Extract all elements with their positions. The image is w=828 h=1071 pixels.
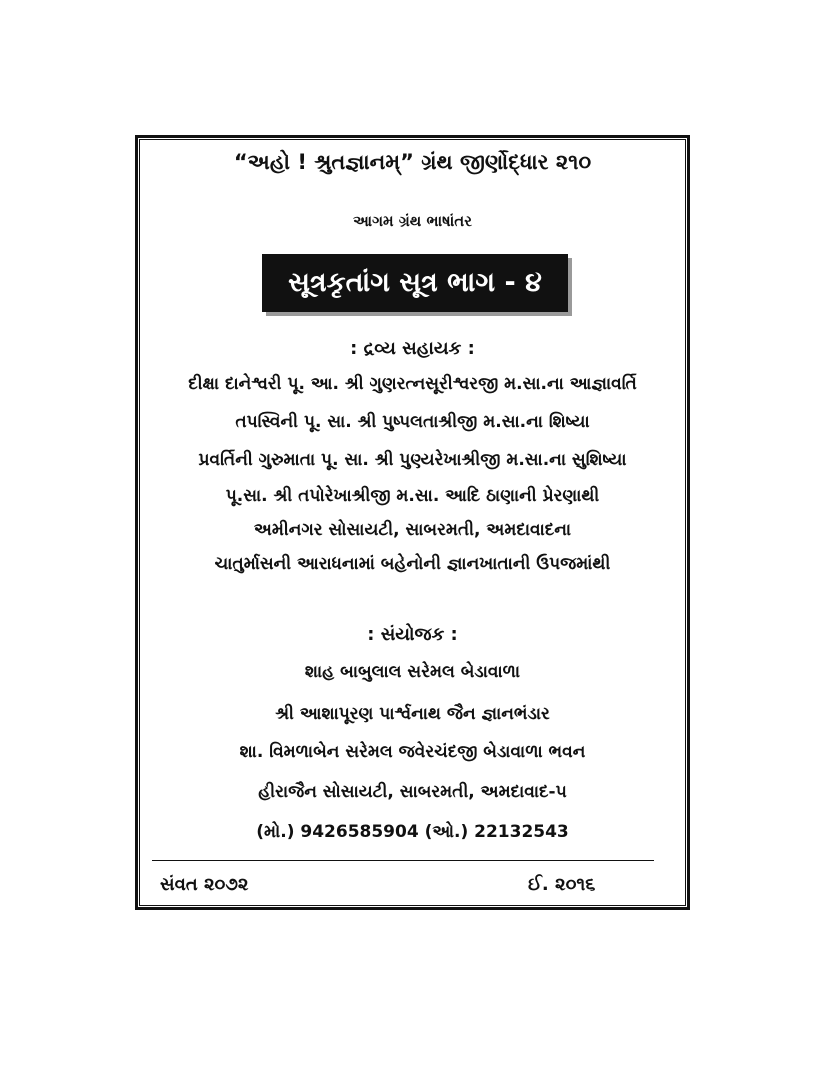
- subtitle: આગમ ગ્રંથ ભાષાંતર: [353, 212, 472, 230]
- organizer-line: શા. વિમળાબેન સરેમલ જવેરચંદજી બેડાવાળા ભવન: [239, 742, 586, 762]
- sponsor-heading: : દ્રવ્ય સહાયક :: [350, 338, 475, 359]
- organizer-line: શ્રી આશાપૂરણ પાર્શ્વનાથ જૈન જ્ઞાનભંડાર: [275, 704, 550, 724]
- sponsor-line: દીક્ષા દાનેશ્વરી પૂ. આ. શ્રી ગુણરત્નસૂરીશ્વરજી મ.સા.ના આજ્ઞાવર્તિ: [188, 374, 637, 394]
- gregorian-year: ઈ. ૨૦૧૬: [528, 874, 596, 895]
- organizer-heading: : સંયોજક :: [367, 624, 458, 645]
- series-line: “અહો ! શ્રુતજ્ઞાનમ્” ગ્રંથ જીર્ણોદ્ધાર ૨૧૦: [233, 150, 592, 174]
- footer-divider: [152, 860, 654, 861]
- organizer-line: હીરાજૈન સોસાયટી, સાબરમતી, અમદાવાદ-૫: [258, 782, 567, 802]
- title-banner: [262, 254, 568, 312]
- sponsor-line: અમીનગર સોસાયટી, સાબરમતી, અમદાવાદના: [253, 520, 572, 540]
- organizer-line: શાહ બાબુલાલ સરેમલ બેડાવાળા: [304, 662, 521, 682]
- sponsor-line: પ્રવર્તિની ગુરુમાતા પૂ. સા. શ્રી પુણ્યરેખાશ્રીજી મ.સા.ના સુશિષ્યા: [198, 450, 627, 470]
- samvat-year: સંવત ૨૦૭૨: [160, 874, 249, 895]
- sponsor-line: ચાતુર્માસની આરાધનામાં બહેનોની જ્ઞાનખાતાની ઉપજમાંથી: [214, 554, 611, 574]
- book-title: સૂત્રકૃતાંગ સૂત્ર ભાગ - ૪: [288, 267, 542, 298]
- contact-numbers: (મો.) 9426585904 (ઓ.) 22132543: [256, 822, 569, 842]
- sponsor-line: તપસ્વિની પૂ. સા. શ્રી પુષ્પલતાશ્રીજી મ.સા.ના શિષ્યા: [235, 412, 590, 432]
- sponsor-line: પૂ.સા. શ્રી તપોરેખાશ્રીજી મ.સા. આદિ ઠાણાની પ્રેરણાથી: [225, 486, 600, 506]
